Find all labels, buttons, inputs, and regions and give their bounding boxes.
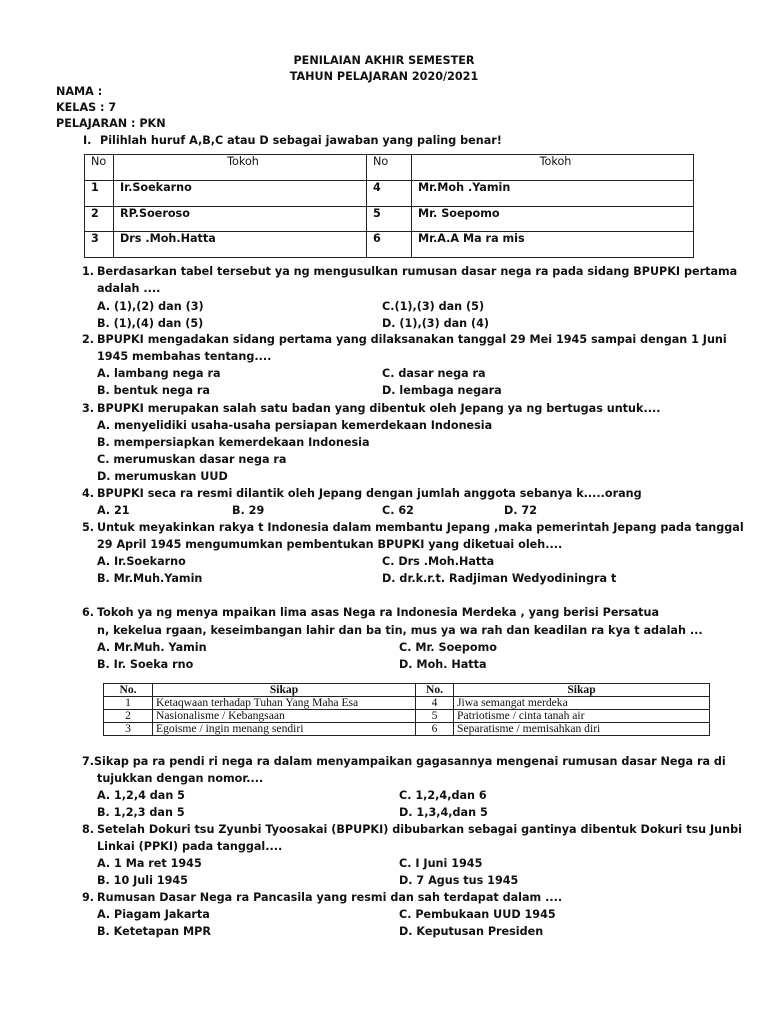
table-cell: Patriotisme / cinta tanah air xyxy=(454,710,710,723)
table-row xyxy=(85,232,694,258)
table-cell: 5 xyxy=(416,710,454,723)
table-cell: Separatisme / memisahkan diri xyxy=(454,723,710,736)
question-text: tujukkan dengan nomor.... xyxy=(97,772,264,785)
pelajaran-field: PELAJARAN : PKN xyxy=(56,117,166,130)
question-number: 4. xyxy=(82,487,95,500)
table-cell: 1 xyxy=(85,181,114,207)
table-header-row xyxy=(104,684,710,697)
question-text: Sikap pa ra pendi ri nega ra dalam menyampaikan gagasannya mengenai rumusan dasar Nega ra di xyxy=(94,755,726,768)
table-cell: 2 xyxy=(85,206,114,232)
question-text: 29 April 1945 mengumumkan pembentukan BPUPKI yang diketuai oleh.... xyxy=(97,538,563,551)
table-row xyxy=(85,206,694,232)
table-cell: Mr. Soepomo xyxy=(412,206,694,232)
answer-option: B. bentuk nega ra xyxy=(97,384,210,397)
answer-option: B. (1),(4) dan (5) xyxy=(97,317,204,330)
question-text: Tokoh ya ng menya mpaikan lima asas Nega ra Indonesia Merdeka , yang berisi Persatua xyxy=(97,606,660,619)
table-header-cell: Sikap xyxy=(454,684,710,697)
table-header-cell: Tokoh xyxy=(114,155,367,181)
answer-option: C. Drs .Moh.Hatta xyxy=(382,555,495,568)
table-cell: 6 xyxy=(367,232,412,258)
kelas-field: KELAS : 7 xyxy=(56,101,117,114)
answer-option: D. 7 Agus tus 1945 xyxy=(399,874,519,887)
table-header-cell: Tokoh xyxy=(412,155,694,181)
table-cell: RP.Soeroso xyxy=(114,206,367,232)
question-number: 7. xyxy=(82,755,95,768)
answer-option: A. (1),(2) dan (3) xyxy=(97,300,204,313)
answer-option: D. dr.k.r.t. Radjiman Wedyodiningra t xyxy=(382,572,617,585)
answer-option: C. I Juni 1945 xyxy=(399,857,483,870)
answer-option: B. Ir. Soeka rno xyxy=(97,658,194,671)
answer-option: C. Pembukaan UUD 1945 xyxy=(399,908,556,921)
table-header-cell: No. xyxy=(104,684,153,697)
tokoh-table xyxy=(84,154,694,258)
answer-option: D. lembaga negara xyxy=(382,384,502,397)
answer-option: B. 10 Juli 1945 xyxy=(97,874,188,887)
page-subtitle: TAHUN PELAJARAN 2020/2021 xyxy=(289,70,479,83)
question-number: 5. xyxy=(82,521,95,534)
question-text: adalah .... xyxy=(97,282,161,295)
answer-option: B. Mr.Muh.Yamin xyxy=(97,572,203,585)
table-cell: 5 xyxy=(367,206,412,232)
answer-option: B. 29 xyxy=(232,504,265,517)
answer-option: A. Mr.Muh. Yamin xyxy=(97,641,207,654)
question-number: 3. xyxy=(82,402,95,415)
question-text: Rumusan Dasar Nega ra Pancasila yang resmi dan sah terdapat dalam .... xyxy=(97,891,563,904)
answer-option: D. (1),(3) dan (4) xyxy=(382,317,490,330)
table-row xyxy=(104,723,710,736)
answer-option: A. lambang nega ra xyxy=(97,367,221,380)
table-header-cell: No xyxy=(85,155,114,181)
question-text: BPUPKI merupakan salah satu badan yang dibentuk oleh Jepang ya ng bertugas untuk.... xyxy=(97,402,661,415)
answer-option: D. 72 xyxy=(504,504,537,517)
question-text: Berdasarkan tabel tersebut ya ng mengusulkan rumusan dasar nega ra pada sidang BPUPKI pertama xyxy=(97,265,738,278)
table-cell: 1 xyxy=(104,697,153,710)
nama-field: NAMA : xyxy=(56,85,103,98)
table-cell: Mr.A.A Ma ra mis xyxy=(412,232,694,258)
table-cell: Ketaqwaan terhadap Tuhan Yang Maha Esa xyxy=(153,697,416,710)
table-cell: Mr.Moh .Yamin xyxy=(412,181,694,207)
table-cell: Nasionalisme / Kebangsaan xyxy=(153,710,416,723)
question-text: 1945 membahas tentang.... xyxy=(97,350,272,363)
table-header-cell: No xyxy=(367,155,412,181)
answer-option: C. Mr. Soepomo xyxy=(399,641,497,654)
sikap-table xyxy=(103,683,710,736)
table-cell: 3 xyxy=(85,232,114,258)
table-cell: Ir.Soekarno xyxy=(114,181,367,207)
question-text: Setelah Dokuri tsu Zyunbi Tyoosakai (BPUPKI) dibubarkan sebagai gantinya dibentuk Dokuri tsu Junbi xyxy=(97,823,742,836)
question-number: 8. xyxy=(82,823,95,836)
question-text: Untuk meyakinkan rakya t Indonesia dalam membantu Jepang ,maka pemerintah Jepang pada tanggal xyxy=(97,521,744,534)
answer-option: A. 1 Ma ret 1945 xyxy=(97,857,202,870)
table-cell: 4 xyxy=(416,697,454,710)
question-number: 9. xyxy=(82,891,95,904)
page-title: PENILAIAN AKHIR SEMESTER xyxy=(293,54,475,67)
answer-option: C.(1),(3) dan (5) xyxy=(382,300,485,313)
question-text: BPUPKI mengadakan sidang pertama yang dilaksanakan tanggal 29 Mei 1945 sampai dengan 1 Juni xyxy=(97,333,727,346)
table-header-cell: Sikap xyxy=(153,684,416,697)
table-cell: 6 xyxy=(416,723,454,736)
question-text: n, kekelua rgaan, keseimbangan lahir dan ba tin, mus ya wa rah dan keadilan ra kya t adalah ... xyxy=(97,624,703,637)
table-header-row xyxy=(85,155,694,181)
answer-option: A. Ir.Soekarno xyxy=(97,555,186,568)
table-row xyxy=(85,181,694,207)
answer-option: C. 62 xyxy=(382,504,414,517)
table-row xyxy=(104,697,710,710)
answer-option: A. Piagam Jakarta xyxy=(97,908,210,921)
answer-option: D. merumuskan UUD xyxy=(97,470,228,483)
answer-option: C. 1,2,4,dan 6 xyxy=(399,789,487,802)
answer-option: C. merumuskan dasar nega ra xyxy=(97,453,287,466)
table-cell: 3 xyxy=(104,723,153,736)
table-cell: Egoisme / ingin menang sendiri xyxy=(153,723,416,736)
answer-option: D. Moh. Hatta xyxy=(399,658,487,671)
answer-option: A. menyelidiki usaha-usaha persiapan kemerdekaan Indonesia xyxy=(97,419,493,432)
answer-option: B. 1,2,3 dan 5 xyxy=(97,806,185,819)
question-text: BPUPKI seca ra resmi dilantik oleh Jepang dengan jumlah anggota sebanya k.....orang xyxy=(97,487,642,500)
table-header-cell: No. xyxy=(416,684,454,697)
question-number: 1. xyxy=(82,265,95,278)
instruction: Pilihlah huruf A,B,C atau D sebagai jawaban yang paling benar! xyxy=(100,134,502,147)
instruction-number: I. xyxy=(83,134,92,147)
answer-option: B. Ketetapan MPR xyxy=(97,925,211,938)
answer-option: D. Keputusan Presiden xyxy=(399,925,544,938)
table-cell: 4 xyxy=(367,181,412,207)
table-row xyxy=(104,710,710,723)
answer-option: A. 1,2,4 dan 5 xyxy=(97,789,185,802)
answer-option: C. dasar nega ra xyxy=(382,367,486,380)
question-number: 2. xyxy=(82,333,95,346)
answer-option: D. 1,3,4,dan 5 xyxy=(399,806,488,819)
answer-option: B. mempersiapkan kemerdekaan Indonesia xyxy=(97,436,370,449)
question-number: 6. xyxy=(82,606,95,619)
question-text: Linkai (PPKI) pada tanggal.... xyxy=(97,840,283,853)
table-cell: Drs .Moh.Hatta xyxy=(114,232,367,258)
table-cell: 2 xyxy=(104,710,153,723)
table-cell: Jiwa semangat merdeka xyxy=(454,697,710,710)
answer-option: A. 21 xyxy=(97,504,130,517)
